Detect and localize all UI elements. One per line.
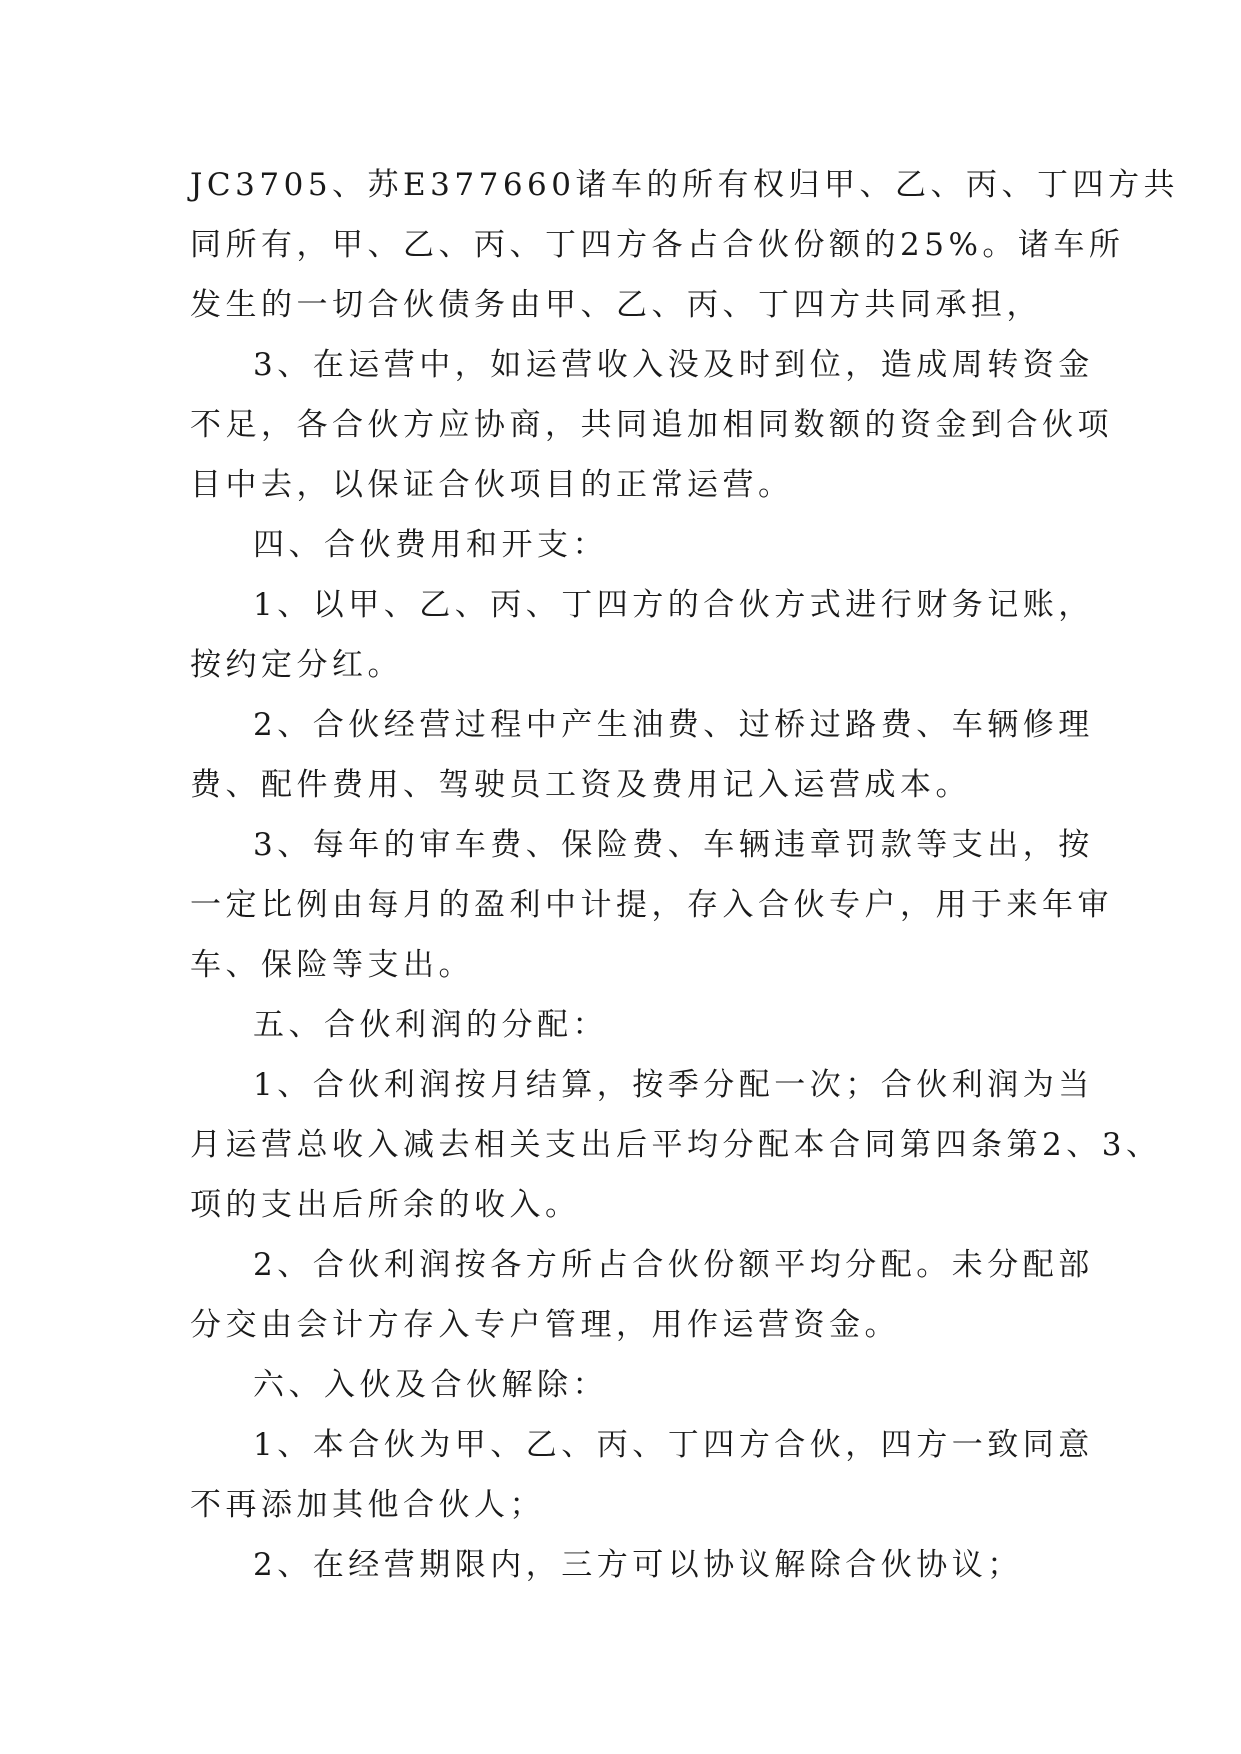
text-line: 1、本合伙为甲、乙、丙、丁四方合伙，四方一致同意 [253,1427,1094,1463]
text-line: 分交由会计方存入专户管理，用作运营资金。 [190,1307,900,1343]
text-line: 目中去，以保证合伙项目的正常运营。 [190,467,794,503]
text-line: 车、保险等支出。 [190,947,474,983]
text-line: 2、合伙经营过程中产生油费、过桥过路费、车辆修理 [253,707,1094,743]
text-line: 费、配件费用、驾驶员工资及费用记入运营成本。 [190,767,971,803]
text-line: 1、合伙利润按月结算，按季分配一次；合伙利润为当 [253,1067,1094,1103]
text-line: 1、以甲、乙、丙、丁四方的合伙方式进行财务记账， [253,587,1094,623]
text-line: 2、合伙利润按各方所占合伙份额平均分配。未分配部 [253,1247,1094,1283]
section-heading: 四、合伙费用和开支： [253,527,608,563]
text-line: 发生的一切合伙债务由甲、乙、丙、丁四方共同承担， [190,287,1042,323]
text-line: 月运营总收入减去相关支出后平均分配本合同第四条第2、3、 [190,1127,1162,1163]
text-line: 3、在运营中，如运营收入没及时到位，造成周转资金 [253,347,1094,383]
section-heading: 五、合伙利润的分配： [253,1007,608,1043]
text-line: 2、在经营期限内，三方可以协议解除合伙协议； [253,1547,1023,1583]
text-line: 按约定分红。 [190,647,403,683]
text-line: 不再添加其他合伙人； [190,1487,545,1523]
text-line: 3、每年的审车费、保险费、车辆违章罚款等支出，按 [253,827,1094,863]
text-line: 项的支出后所余的收入。 [190,1187,581,1223]
text-line: 同所有，甲、乙、丙、丁四方各占合伙份额的25%。诸车所 [190,227,1125,263]
text-line: JC3705、苏E377660诸车的所有权归甲、乙、丙、丁四方共 [190,167,1180,203]
text-line: 一定比例由每月的盈利中计提，存入合伙专户，用于来年审 [190,887,1113,923]
section-heading: 六、入伙及合伙解除： [253,1367,608,1403]
text-line: 不足，各合伙方应协商，共同追加相同数额的资金到合伙项 [190,407,1113,443]
